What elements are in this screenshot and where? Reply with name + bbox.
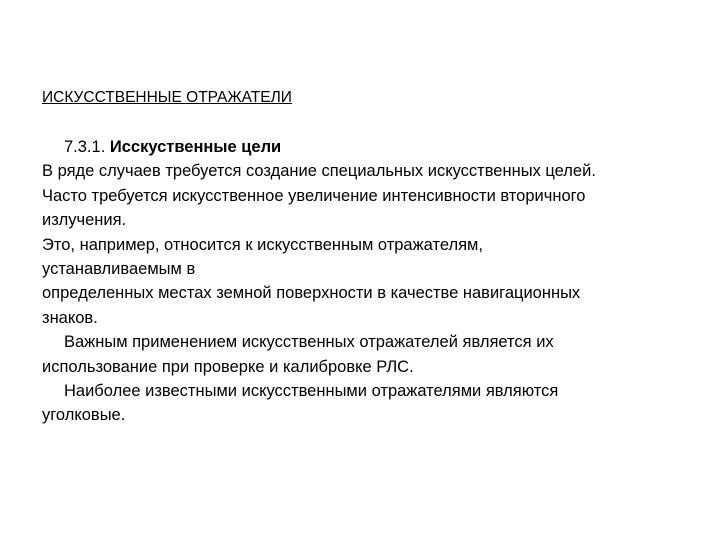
text-line: уголковые. bbox=[42, 406, 126, 425]
text-line: использование при проверке и калибровке РЛС. bbox=[42, 357, 414, 376]
text-line: Часто требуется искусственное увеличение интенсивности вторичного bbox=[42, 186, 586, 205]
section-title: Исскуственные цели bbox=[109, 138, 282, 156]
body-text bbox=[42, 135, 692, 428]
text-line: определенных местах земной поверхности в качестве навигационных bbox=[42, 284, 581, 303]
text-line: устанавливаемым в bbox=[42, 260, 196, 279]
section-number: 7.3.1. bbox=[64, 138, 110, 156]
slide-heading: ИСКУССТВЕННЫЕ ОТРАЖАТЕЛИ bbox=[42, 89, 292, 106]
text-line: В ряде случаев требуется создание специальных искусственных целей. bbox=[42, 162, 596, 181]
section-header bbox=[42, 135, 692, 159]
text-line: Это, например, относится к искусственным отражателям, bbox=[42, 235, 483, 254]
text-line: Важным применением искусственных отражателей является их bbox=[64, 333, 554, 352]
text-line: излучения. bbox=[42, 211, 127, 230]
text-line: знаков. bbox=[42, 308, 98, 327]
text-line: Наиболее известными искусственными отражателями являются bbox=[64, 382, 559, 401]
